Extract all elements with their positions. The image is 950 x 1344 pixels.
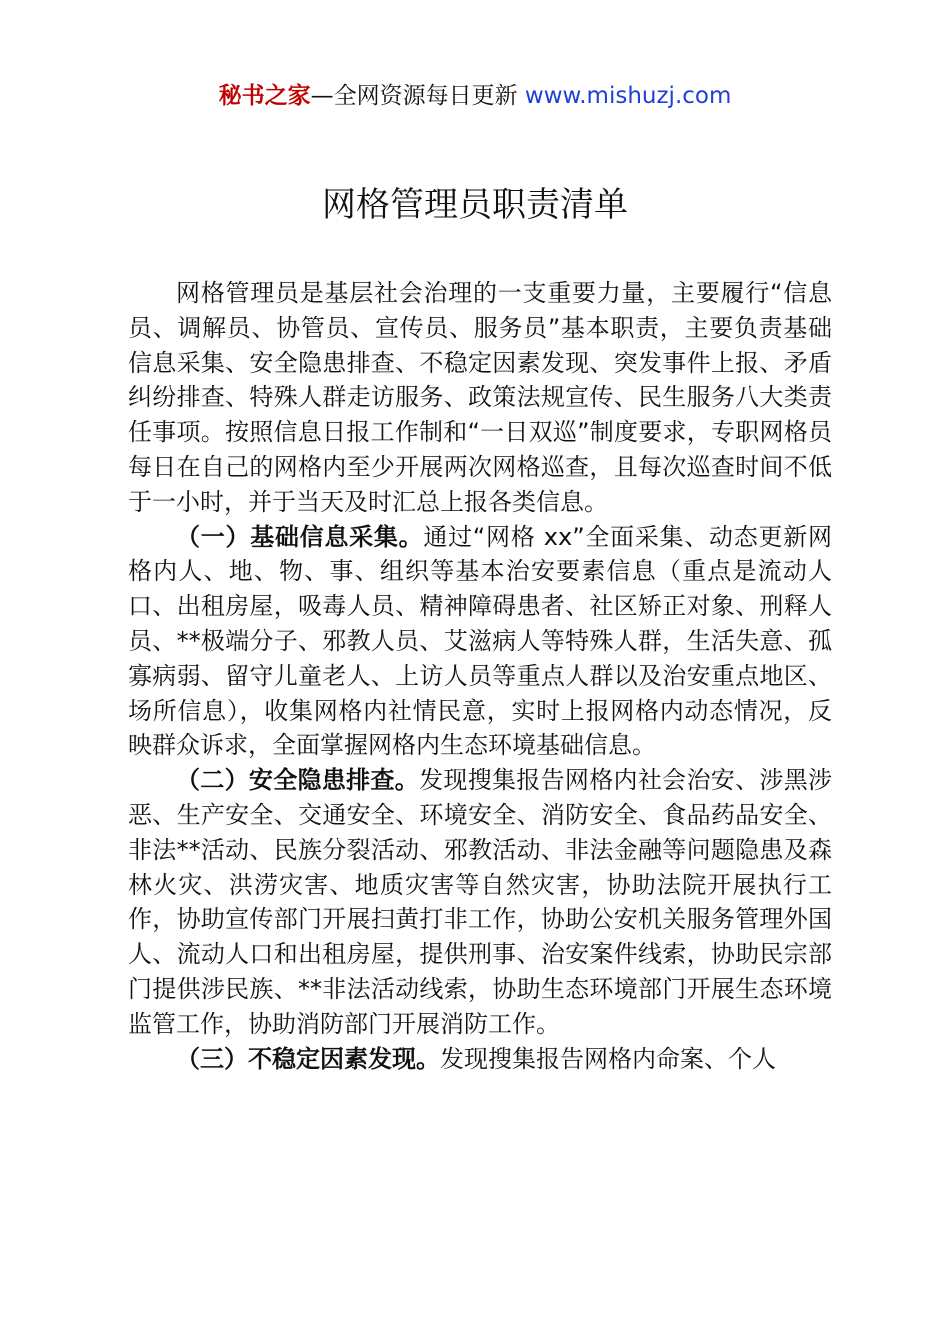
section-heading: （一）基础信息采集。 xyxy=(176,522,424,551)
site-header xyxy=(0,80,950,112)
paragraph-intro xyxy=(128,276,832,520)
document-title: 网格管理员职责清单 xyxy=(322,185,628,225)
paragraph-section-3 xyxy=(128,1042,832,1077)
section-heading: （二）安全隐患排查。 xyxy=(176,766,420,795)
brand-name: 秘书之家 xyxy=(218,83,311,109)
paragraph-text: 发现搜集报告网格内命案、个人 xyxy=(440,1044,776,1073)
document-body xyxy=(128,276,832,1076)
paragraph-text: 通过“网格 xx”全面采集、动态更新网格内人、地、物、事、组织等基本治安要素信息（重点是流动人口、出租房屋，吸毒人员、精神障碍患者、社区矫正对象、刑释人员、**极端分子、邪教人员、艾滋病人等特殊人群，生活失意、孤寡病弱、留守儿童老人、上访人员等重点人群以及治安重点地区、场所信息），收集网格内社情民意，实时上报网格内动态情况，反映群众诉求，全面掌握网格内生态环境基础信息。 xyxy=(128,522,832,760)
site-url-link[interactable]: www.mishuzj.com xyxy=(524,83,732,109)
header-tagline: —全网资源每日更新 xyxy=(310,83,525,109)
section-heading: （三）不稳定因素发现。 xyxy=(176,1044,440,1073)
paragraph-text: 网格管理员是基层社会治理的一支重要力量，主要履行“信息员、调解员、协管员、宣传员、服务员”基本职责，主要负责基础信息采集、安全隐患排查、不稳定因素发现、突发事件上报、矛盾纠纷排查、特殊人群走访服务、政策法规宣传、民生服务八大类责任事项。按照信息日报工作制和“一日双巡”制度要求，专职网格员每日在自己的网格内至少开展两次网格巡查，且每次巡查时间不低于一小时，并于当天及时汇总上报各类信息。 xyxy=(128,279,832,516)
paragraph-section-2 xyxy=(128,763,832,1041)
paragraph-text: 发现搜集报告网格内社会治安、涉黑涉恶、生产安全、交通安全、环境安全、消防安全、食品药品安全、非法**活动、民族分裂活动、邪教活动、非法金融等问题隐患及森林火灾、洪涝灾害、地质灾害等自然灾害，协助法院开展执行工作，协助宣传部门开展扫黄打非工作，协助公安机关服务管理外国人、流动人口和出租房屋，提供刑事、治安案件线索，协助民宗部门提供涉民族、**非法活动线索，协助生态环境部门开展生态环境监管工作，协助消防部门开展消防工作。 xyxy=(128,766,833,1038)
paragraph-section-1 xyxy=(128,520,832,764)
